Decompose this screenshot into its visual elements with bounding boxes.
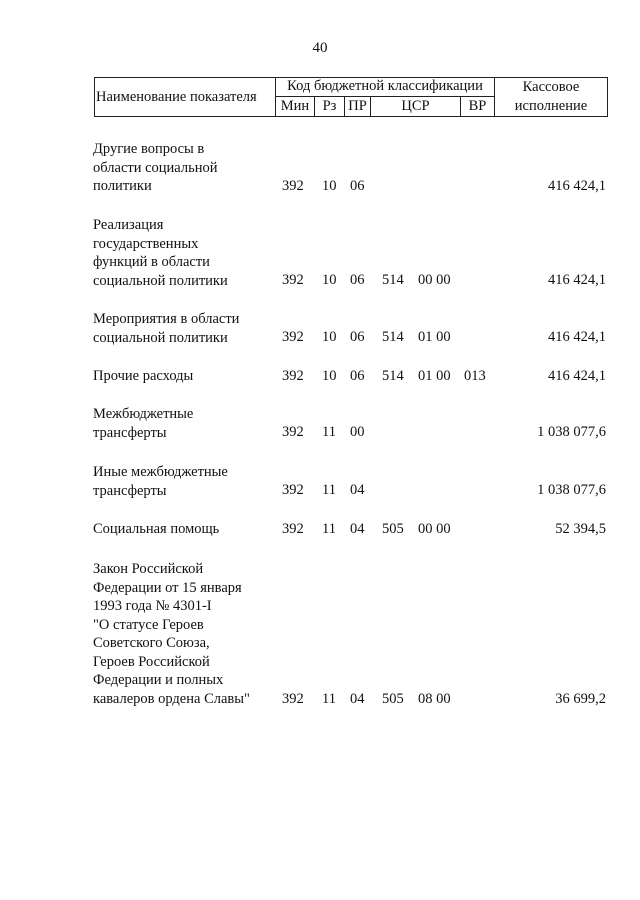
row-name: Закон Российской Федерации от 15 января 1993 года № 4301-I "О статусе Героев Советского Союза, Героев Российской Федерации и полных кавалеров ордена Славы" (93, 561, 250, 707)
row-min: 392 (282, 368, 304, 384)
table-row (0, 140, 640, 196)
row-csr-part2: 01 00 (418, 368, 451, 384)
row-amount: 416 424,1 (548, 368, 606, 384)
header-csr: ЦСР (401, 98, 430, 114)
table-row (0, 367, 640, 386)
row-amount: 416 424,1 (548, 272, 606, 288)
row-min: 392 (282, 272, 304, 288)
row-rz: 10 (322, 272, 337, 288)
row-amount: 416 424,1 (548, 178, 606, 194)
table-header (94, 77, 608, 117)
row-csr-part1: 514 (382, 368, 404, 384)
row-pr: 04 (350, 521, 365, 537)
row-rz: 11 (322, 482, 336, 498)
row-min: 392 (282, 691, 304, 707)
row-pr: 00 (350, 424, 365, 440)
row-min: 392 (282, 329, 304, 345)
header-amount-line2: исполнение (514, 98, 588, 114)
row-name: Иные межбюджетные трансферты (93, 464, 228, 499)
table-row (0, 216, 640, 291)
row-pr: 04 (350, 482, 365, 498)
row-amount: 36 699,2 (555, 691, 606, 707)
header-name-column: Наименование показателя (96, 89, 257, 105)
row-name: Мероприятия в области социальной политики (93, 311, 240, 346)
table-row (0, 405, 640, 443)
row-vr: 013 (464, 368, 486, 384)
row-name: Реализация государственных функций в области социальной политики (93, 217, 228, 289)
header-rz: Рз (322, 98, 337, 114)
row-min: 392 (282, 178, 304, 194)
row-csr-part1: 505 (382, 521, 404, 537)
row-min: 392 (282, 424, 304, 440)
row-pr: 06 (350, 329, 365, 345)
header-code-group: Код бюджетной классификации (287, 78, 483, 94)
row-csr-part2: 08 00 (418, 691, 451, 707)
page-number: 40 (312, 40, 328, 56)
row-csr-part2: 01 00 (418, 329, 451, 345)
table-row (0, 520, 640, 539)
row-name: Социальная помощь (93, 521, 220, 537)
header-vr: ВР (468, 98, 487, 114)
row-rz: 10 (322, 368, 337, 384)
row-pr: 06 (350, 272, 365, 288)
row-amount: 1 038 077,6 (537, 424, 606, 440)
row-amount: 1 038 077,6 (537, 482, 606, 498)
row-name: Прочие расходы (93, 368, 194, 384)
header-amount-line1: Кассовое (522, 79, 580, 95)
row-csr-part1: 514 (382, 329, 404, 345)
table-row (0, 310, 640, 348)
row-rz: 11 (322, 424, 336, 440)
row-amount: 416 424,1 (548, 329, 606, 345)
header-min: Мин (280, 98, 310, 114)
row-amount: 52 394,5 (555, 521, 606, 537)
table-row (0, 463, 640, 501)
row-min: 392 (282, 482, 304, 498)
row-rz: 11 (322, 521, 336, 537)
row-rz: 11 (322, 691, 336, 707)
row-name: Другие вопросы в области социальной политики (93, 141, 218, 194)
row-rz: 10 (322, 178, 337, 194)
row-csr-part2: 00 00 (418, 272, 451, 288)
row-name: Межбюджетные трансферты (93, 406, 194, 441)
row-csr-part1: 505 (382, 691, 404, 707)
table-row (0, 560, 640, 710)
header-pr: ПР (348, 98, 367, 114)
row-pr: 06 (350, 368, 365, 384)
row-pr: 04 (350, 691, 365, 707)
row-csr-part2: 00 00 (418, 521, 451, 537)
row-pr: 06 (350, 178, 365, 194)
row-rz: 10 (322, 329, 337, 345)
row-csr-part1: 514 (382, 272, 404, 288)
row-min: 392 (282, 521, 304, 537)
